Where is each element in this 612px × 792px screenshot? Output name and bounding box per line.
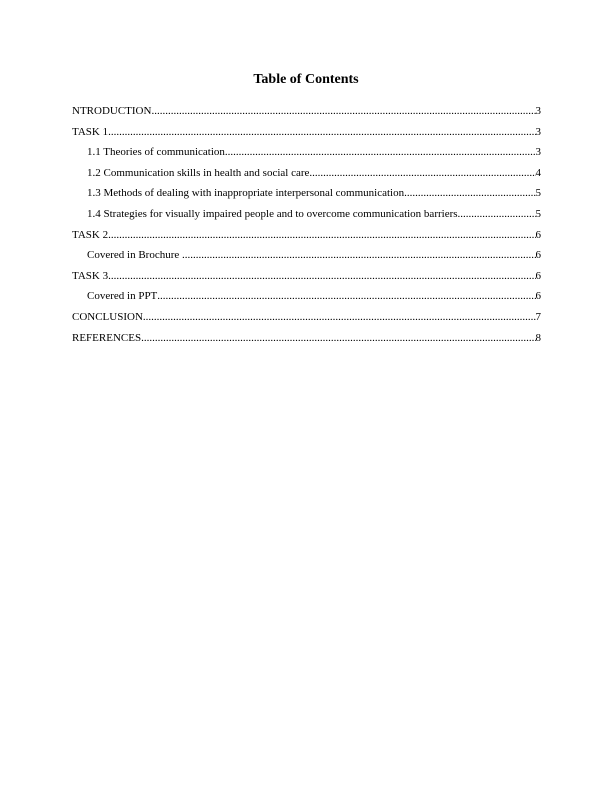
toc-entry-label: REFERENCES — [72, 331, 142, 344]
toc-leader-dots — [108, 122, 535, 143]
toc-entry-task-1[interactable] — [72, 122, 541, 143]
toc-entry-page-number: 4 — [535, 166, 541, 179]
toc-leader-dots — [108, 266, 535, 287]
toc-entry-covered-in-ppt[interactable] — [72, 286, 541, 307]
toc-title: Table of Contents — [253, 72, 359, 87]
toc-entry-task-2[interactable] — [72, 225, 541, 246]
toc-leader-dots — [151, 101, 535, 122]
toc-leader-dots — [404, 183, 535, 204]
toc-entry-task-3[interactable] — [72, 266, 541, 287]
toc-entry-page-number: 3 — [535, 105, 541, 117]
toc-entry-1-1[interactable] — [72, 142, 541, 163]
toc-entry-label: Covered in Brochure — [87, 249, 182, 262]
toc-entry-1-4[interactable] — [72, 204, 541, 225]
toc-leader-dots — [182, 245, 536, 266]
toc-entry-1-2[interactable] — [72, 163, 541, 184]
toc-entry-page-number: 6 — [535, 228, 541, 241]
toc-entry-introduction[interactable] — [72, 101, 541, 122]
toc-leader-dots — [141, 328, 535, 349]
toc-leader-dots — [225, 142, 536, 163]
toc-entry-page-number: 8 — [535, 331, 541, 344]
toc-entry-label: CONCLUSION — [72, 310, 143, 323]
toc-entry-page-number: 5 — [535, 187, 541, 200]
toc-leader-dots — [143, 307, 536, 328]
toc-entry-label: 1.3 Methods of dealing with inappropriate interpersonal communication — [87, 187, 405, 200]
toc-leader-dots — [157, 286, 535, 307]
toc-leader-dots — [458, 204, 536, 225]
toc-entry-label: TASK 3 — [72, 269, 109, 282]
toc-entry-label: NTRODUCTION — [72, 105, 152, 117]
toc-entry-page-number: 3 — [535, 146, 541, 159]
toc-entry-page-number: 6 — [535, 290, 541, 303]
toc-entry-label: 1.4 Strategies for visually impaired people and to overcome communication barriers — [87, 207, 458, 220]
toc-entry-page-number: 6 — [535, 249, 541, 262]
toc-leader-dots — [309, 163, 535, 184]
toc-entry-label: 1.2 Communication skills in health and social care — [87, 166, 310, 179]
toc-entry-page-number: 5 — [535, 207, 541, 220]
toc-entry-1-3[interactable] — [72, 183, 541, 204]
toc-list — [72, 101, 541, 348]
toc-entry-covered-in-brochure[interactable] — [72, 245, 541, 266]
toc-entry-page-number: 7 — [535, 310, 541, 323]
toc-entry-label: TASK 1 — [72, 125, 109, 138]
toc-entry-page-number: 3 — [535, 125, 541, 138]
toc-entry-label: TASK 2 — [72, 228, 109, 241]
toc-leader-dots — [108, 225, 535, 246]
toc-entry-references[interactable] — [72, 328, 541, 349]
toc-entry-label: Covered in PPT — [87, 290, 158, 303]
toc-entry-conclusion[interactable] — [72, 307, 541, 328]
toc-entry-page-number: 6 — [535, 269, 541, 282]
toc-entry-label: 1.1 Theories of communication — [87, 146, 225, 159]
